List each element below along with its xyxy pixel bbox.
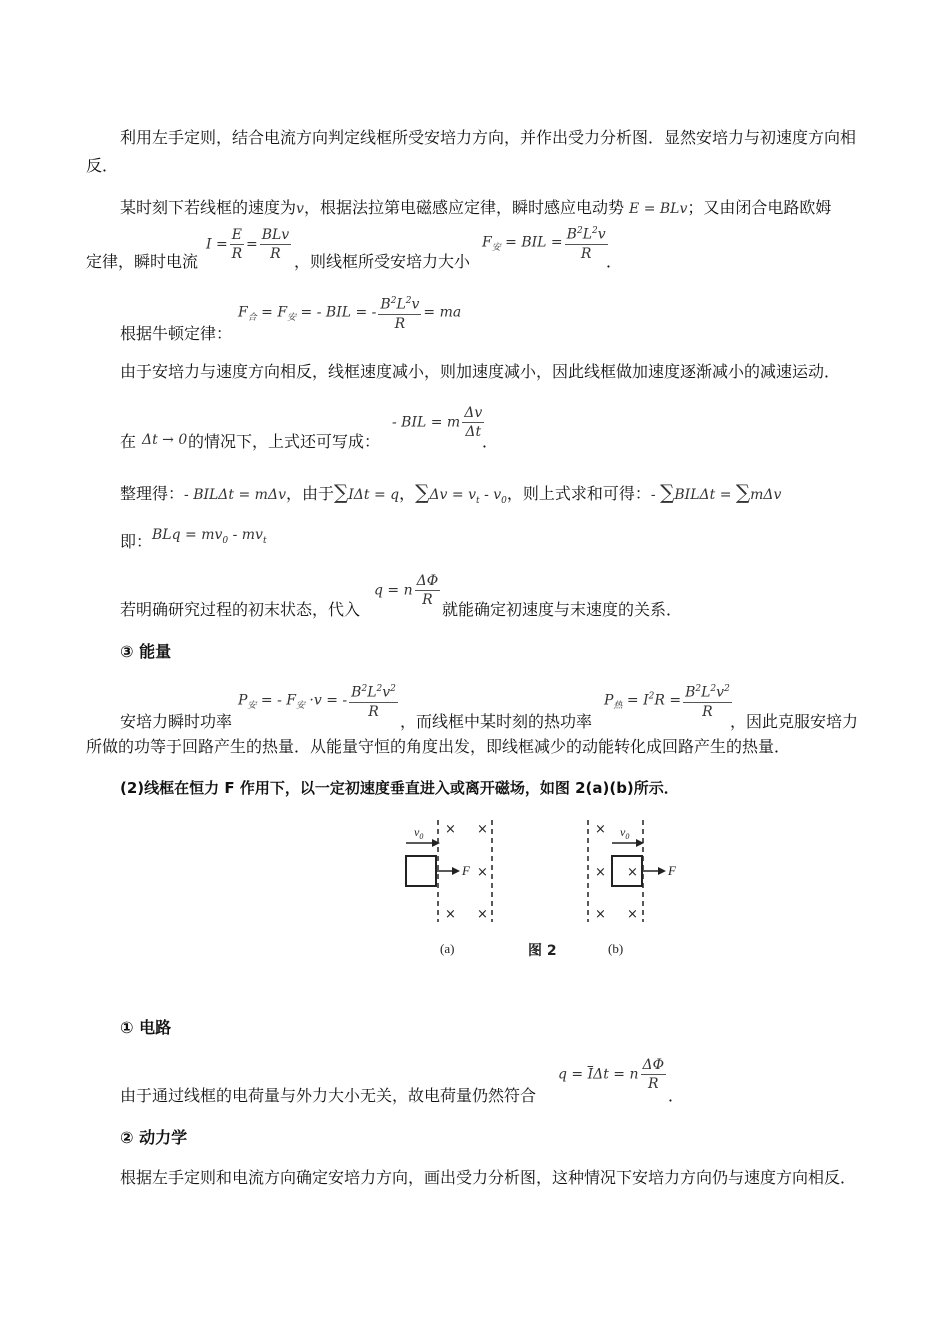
svg-text:×: ×	[445, 907, 456, 922]
svg-text:×: ×	[627, 865, 638, 880]
paragraph-charge: 由于通过线框的电荷量与外力大小无关，故电荷量仍然符合 $q = \overline{I}\Delta t = n$ $\frac{\Delta\Phi}{R}$ ．	[120, 1057, 685, 1105]
formula-heat-power: $P_热 = I^2R$ = $\frac{B^2L^2v^2}{R}$	[604, 680, 734, 721]
heading-dynamics: ② 动力学	[120, 1128, 188, 1147]
label-force-a: F	[462, 863, 470, 878]
label-v0-b: $v_0$	[620, 825, 630, 841]
svg-text:×: ×	[595, 907, 606, 922]
paragraph-limit: 在 Δt → 0 的情况下，上式还可写成： - BIL = m $\frac{\Delta v}{\Delta t}$ ．	[120, 404, 900, 454]
formula-charge: q = n $\frac{\Delta\Phi}{R}$	[374, 573, 439, 608]
figure-a	[406, 820, 492, 956]
field-crosses-b	[595, 822, 638, 922]
label-force-b: F	[668, 863, 676, 878]
paragraph-power-cont: 所做的功等于回路产生的热量．从能量守恒的角度出发，即线框减少的动能转化成回路产生的热量．	[86, 737, 791, 756]
paragraph-power: 安培力瞬时功率 $P_安$ = - $F_安 \cdot v$ = - $\frac{B^2L^2v^2}{R}$ ，而线框中某时刻的热功率 $P_热 = I^2R$ = $\frac{B^2L^2v^2}{R}$ ，因此克服安培力	[120, 680, 900, 730]
heading-circuit: ① 电路	[120, 1018, 172, 1037]
formula-ampere-power: $P_安$ = - $F_安 \cdot v$ = - $\frac{B^2L^2v^2}{R}$	[238, 680, 400, 721]
paragraph-newton: 根据牛顿定律： $F_合 = F_安$ = - BIL = - $\frac{B^2L^2v}{R}$ = ma	[120, 292, 900, 342]
paragraph-emf-line2: 定律，瞬时电流 I = $\frac{E}{R}$ = $\frac{\text{BLv}}{R}$ ，则线框所受安培力大小 $F_安$ = BIL = $\frac{B^2L^2v}{R}$ ．	[86, 226, 866, 276]
figure-b	[588, 820, 677, 956]
coil-frame-a	[406, 856, 436, 886]
paragraph-substitute: 若明确研究过程的初末状态，代入 q = n $\frac{\Delta\Phi}{R}$ 就能确定初速度与末速度的关系．	[120, 573, 683, 619]
formula-momentum: BLq = $mv_0 - mv_t$	[152, 527, 267, 546]
formula-differential: - BIL = m $\frac{\Delta v}{\Delta t}$	[392, 405, 483, 440]
heading-energy: ③ 能量	[120, 642, 172, 661]
svg-text:×: ×	[477, 865, 488, 880]
label-v0-a: $v_0$	[414, 825, 424, 841]
coil-frame-b	[612, 856, 642, 886]
paragraph-result: 即：BLq = $mv_0 - mv_t$	[120, 527, 267, 551]
section2-title: (2)线框在恒力 F 作用下，以一定初速度垂直进入或离开磁场，如图 2(a)(b)所示．	[120, 779, 679, 797]
svg-text:×: ×	[445, 822, 456, 837]
label-b: (b)	[608, 941, 624, 956]
svg-text:×: ×	[477, 907, 488, 922]
formula-delta-t-zero: Δt → 0	[142, 432, 188, 448]
formula-velocity-sum: $\sum\Delta v = v_t - v_0$	[415, 480, 507, 506]
label-a: (a)	[440, 941, 455, 956]
paragraph-emf-line1: 某时刻下若线框的速度为v，根据法拉第电磁感应定律，瞬时感应电动势 E = BLv；又由闭合电路欧姆	[120, 198, 832, 217]
formula-ampere-force: $F_安$ = BIL = $\frac{B^2L^2v}{R}$	[482, 222, 610, 263]
svg-text:×: ×	[595, 822, 606, 837]
formula-emf: E = BLv	[629, 201, 688, 217]
paragraph-deceleration: 由于安培力与速度方向相反，线框速度减小，则加速度减小，因此线框做加速度逐渐减小的减速运动．	[120, 362, 841, 381]
paragraph-dynamics: 根据左手定则和电流方向确定安培力方向，画出受力分析图，这种情况下安培力方向仍与速度方向相反．	[120, 1168, 857, 1187]
paragraph-sum: 整理得：- BILΔt = mΔv，由于∑IΔt = q，$\sum\Delta v = v_t - v_0$，则上式求和可得：- ∑BILΔt = ∑mΔv	[120, 480, 782, 506]
svg-text:×: ×	[627, 907, 638, 922]
figure-caption: 图 2	[528, 943, 557, 959]
paragraph-left-hand-rule: 利用左手定则，结合电流方向判定线框所受安培力方向，并作出受力分析图．显然安培力与初速度方向相反．	[86, 128, 857, 175]
formula-impulse: - BILΔt = mΔv	[184, 487, 286, 503]
formula-sum-result: - ∑BILΔt = ∑mΔv	[650, 480, 782, 504]
svg-text:×: ×	[477, 822, 488, 837]
field-crosses-a	[445, 822, 488, 922]
formula-charge-sum: ∑IΔt = q	[334, 480, 400, 504]
formula-current: I = $\frac{E}{R}$ = $\frac{\text{BLv}}{R}$	[206, 227, 290, 262]
formula-newton: $F_合 = F_安$ = - BIL = - $\frac{B^2L^2v}{R}$ = ma	[238, 292, 461, 333]
formula-charge-avg: $q = \overline{I}\Delta t = n$ $\frac{\Delta\Phi}{R}$	[558, 1057, 665, 1092]
svg-text:×: ×	[595, 865, 606, 880]
